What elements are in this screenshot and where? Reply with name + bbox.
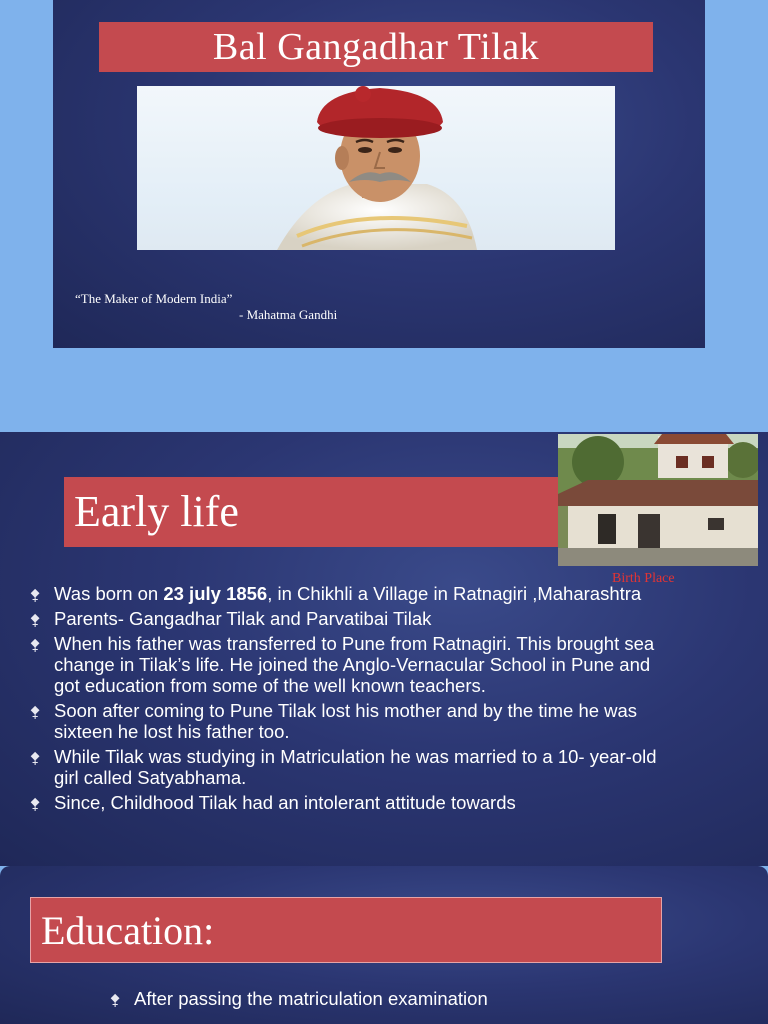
slide-early-life [0,432,768,866]
list-item: ⯞ Since, Childhood Tilak had an intolerant attitude towards [30,792,516,813]
list-item: ⯞ Soon after coming to Pune Tilak lost his mother and by the time he was sixteen he lost his father too. [30,700,638,742]
quote-attribution: - Mahatma Gandhi [239,307,338,322]
list-item: ⯞ Parents- Gangadhar Tilak and Parvatibai Tilak [30,608,432,629]
bullet-arrow-icon: ⯞ [110,992,121,1008]
bullet-arrow-icon: ⯞ [30,587,41,603]
slide-title-heading: Bal Gangadhar Tilak [99,22,653,72]
portrait-illustration [137,86,615,250]
education-heading: Education: [30,897,662,963]
portrait-image [137,86,615,250]
house-illustration [558,434,758,566]
bullet-arrow-icon: ⯞ [30,612,41,628]
list-item: ⯞ After passing the matriculation examination [110,988,488,1009]
list-item: ⯞ Was born on 23 july 1856, in Chikhli a Village in Ratnagiri ,Maharashtra [30,583,642,604]
bullet-arrow-icon: ⯞ [30,750,41,766]
slide-education [0,866,768,1024]
early-life-list [30,583,670,817]
early-life-heading: Early life [64,477,564,547]
education-list [110,988,750,1013]
slide-title [53,0,705,348]
quote-text: “The Maker of Modern India” [75,291,233,306]
birth-place-photo [558,434,758,566]
photo-caption: Birth Place [612,571,675,586]
list-item: ⯞ While Tilak was studying in Matriculation he was married to a 10- year-old girl called Satyabhama. [30,746,657,788]
list-item: ⯞ When his father was transferred to Pune from Ratnagiri. This brought sea change in Tilak’s life. He joined the Anglo-Vernacular School in Pune and got education from some of the well known teachers. [30,633,655,696]
bullet-arrow-icon: ⯞ [30,704,41,720]
bullet-arrow-icon: ⯞ [30,796,41,812]
bullet-arrow-icon: ⯞ [30,637,41,653]
